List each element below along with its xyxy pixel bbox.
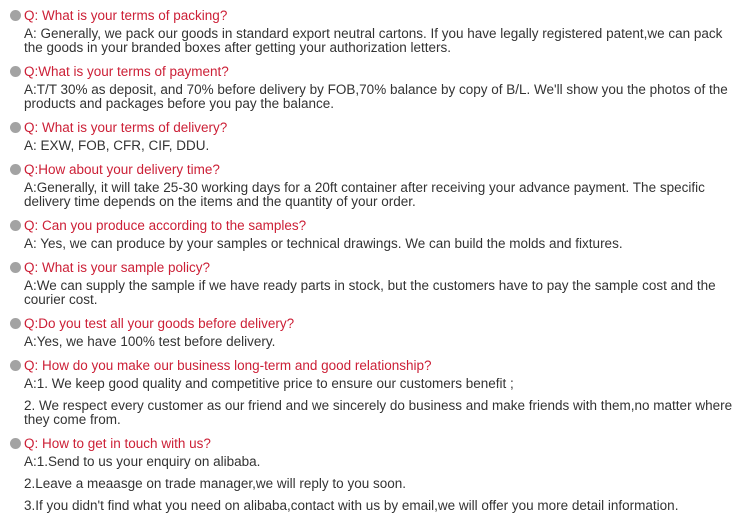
bullet-icon xyxy=(10,164,21,175)
faq-answer-paragraph: A:1. We keep good quality and competitive price to ensure our customers benefit ; xyxy=(24,376,514,391)
faq-question-text: Q:What is your terms of payment? xyxy=(24,64,229,79)
bullet-icon xyxy=(10,66,21,77)
faq-item xyxy=(10,162,742,209)
faq-answer-paragraph: 2.Leave a meaasge on trade manager,we will reply to you soon. xyxy=(24,476,406,491)
faq-item xyxy=(10,64,742,111)
bullet-icon xyxy=(10,220,21,231)
faq-answer xyxy=(10,237,742,251)
faq-question xyxy=(10,162,742,177)
faq-answer-paragraph: A:Generally, it will take 25-30 working days for a 20ft container after receiving your advance payment. The specific delivery time depends on the items and the quantity of your order. xyxy=(24,180,705,209)
faq-question xyxy=(10,64,742,79)
faq-answer xyxy=(10,377,742,427)
faq-item xyxy=(10,436,742,513)
faq-question xyxy=(10,358,742,373)
faq-answer-paragraph: 3.If you didn't find what you need on alibaba,contact with us by email,we will offer you more detail information. xyxy=(24,498,679,513)
bullet-icon xyxy=(10,360,21,371)
faq-question-text: Q: How to get in touch with us? xyxy=(24,436,211,451)
bullet-icon xyxy=(10,10,21,21)
bullet-icon xyxy=(10,262,21,273)
faq-question xyxy=(10,316,742,331)
faq-item xyxy=(10,358,742,427)
bullet-icon xyxy=(10,122,21,133)
faq-question-text: Q: How do you make our business long-term and good relationship? xyxy=(24,358,432,373)
faq-answer-paragraph: A: Yes, we can produce by your samples or technical drawings. We can build the molds and fixtures. xyxy=(24,236,623,251)
faq-item xyxy=(10,218,742,251)
faq-question xyxy=(10,218,742,233)
faq-answer-paragraph: A:We can supply the sample if we have ready parts in stock, but the customers have to pay the sample cost and the courier cost. xyxy=(24,278,716,307)
faq-answer xyxy=(10,83,742,111)
faq-question-text: Q: What is your terms of delivery? xyxy=(24,120,228,135)
faq-answer xyxy=(10,455,742,513)
faq-answer-paragraph: A:Yes, we have 100% test before delivery. xyxy=(24,334,276,349)
faq-answer-paragraph: A: EXW, FOB, CFR, CIF, DDU. xyxy=(24,138,210,153)
faq-question xyxy=(10,8,742,23)
faq-answer-paragraph: A:T/T 30% as deposit, and 70% before delivery by FOB,70% balance by copy of B/L. We'll show you the photos of the products and packages before you pay the balance. xyxy=(24,82,728,111)
faq-answer xyxy=(10,335,742,349)
faq-answer-paragraph: A:1.Send to us your enquiry on alibaba. xyxy=(24,454,261,469)
faq-answer xyxy=(10,139,742,153)
faq-question-text: Q: What is your terms of packing? xyxy=(24,8,228,23)
faq-item xyxy=(10,8,742,55)
faq-question xyxy=(10,436,742,451)
bullet-icon xyxy=(10,438,21,449)
faq-item xyxy=(10,120,742,153)
faq-answer-paragraph: 2. We respect every customer as our friend and we sincerely do business and make friends with them,no matter where they come from. xyxy=(24,398,733,427)
faq-question-text: Q: What is your sample policy? xyxy=(24,260,211,275)
faq-answer xyxy=(10,181,742,209)
faq-question-text: Q:How about your delivery time? xyxy=(24,162,220,177)
faq-answer xyxy=(10,27,742,55)
bullet-icon xyxy=(10,318,21,329)
faq-item xyxy=(10,260,742,307)
faq-question xyxy=(10,120,742,135)
faq-list xyxy=(10,8,742,513)
faq-question xyxy=(10,260,742,275)
faq-question-text: Q:Do you test all your goods before delivery? xyxy=(24,316,295,331)
faq-answer xyxy=(10,279,742,307)
faq-answer-paragraph: A: Generally, we pack our goods in standard export neutral cartons. If you have legally registered patent,we can pack the goods in your branded boxes after getting your authorization letters. xyxy=(24,26,723,55)
faq-item xyxy=(10,316,742,349)
faq-question-text: Q: Can you produce according to the samples? xyxy=(24,218,307,233)
